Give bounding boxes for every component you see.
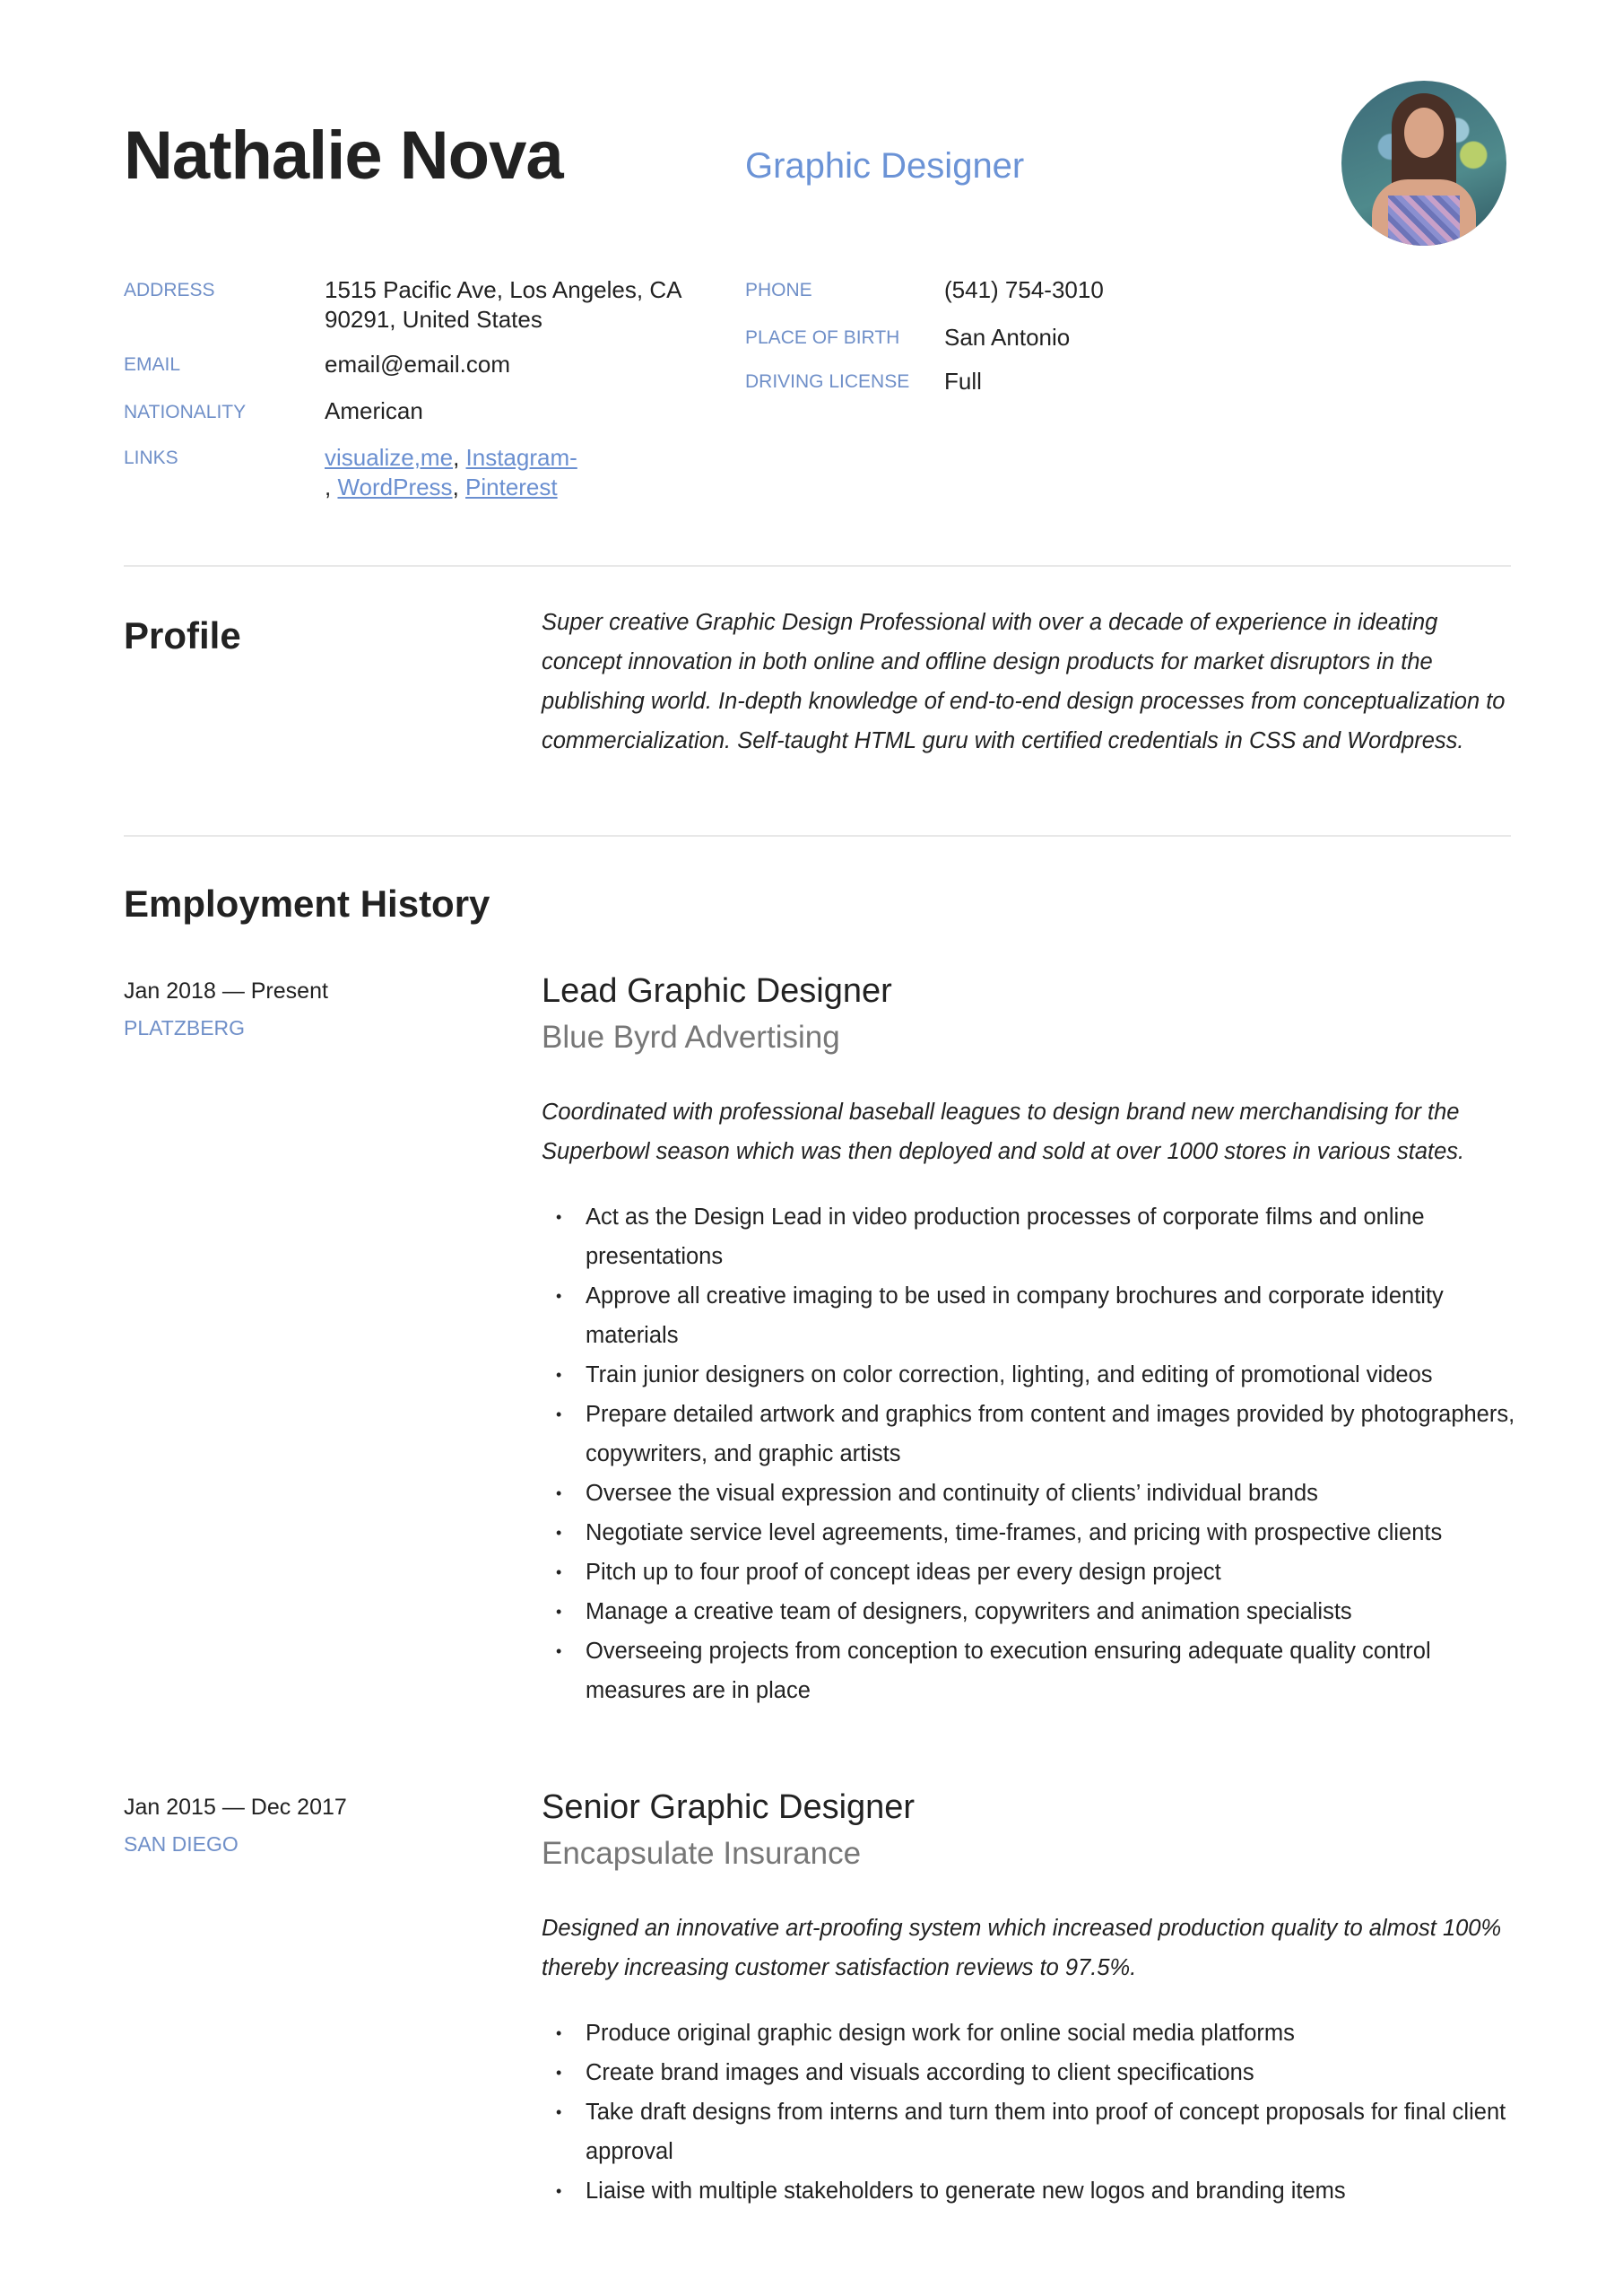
divider xyxy=(124,565,1511,567)
job-city: SAN DIEGO xyxy=(124,1832,239,1856)
list-item: • Approve all creative imaging to be used in company brochures and corporate identity materials xyxy=(542,1276,1519,1355)
phone-value: (541) 754-3010 xyxy=(944,276,1104,303)
list-item: • Train junior designers on color correction, lighting, and editing of promotional videos xyxy=(542,1355,1519,1395)
nationality-value: American xyxy=(325,397,423,424)
job-dates: Jan 2015 — Dec 2017 xyxy=(124,1795,347,1820)
link-pinterest[interactable]: Pinterest xyxy=(465,474,558,500)
list-item: • Take draft designs from interns and turn them into proof of concept proposals for final client approval xyxy=(542,2092,1519,2171)
job-role-title: Graphic Designer xyxy=(745,146,1025,186)
profile-photo xyxy=(1341,81,1506,246)
job-title: Senior Graphic Designer xyxy=(542,1788,916,1826)
links-value: visualize,me, Instagram- , WordPress, Pinterest xyxy=(325,444,577,500)
job-description: Coordinated with professional baseball leagues to design brand new merchandising for the Superbowl season which was then deployed and sold at over 1000 stores in various states. xyxy=(542,1100,1465,1164)
list-item: • Negotiate service level agreements, time-frames, and pricing with prospective clients xyxy=(542,1513,1519,1552)
list-item: • Act as the Design Lead in video production processes of corporate films and online presentations xyxy=(542,1197,1519,1276)
job-company: Blue Byrd Advertising xyxy=(542,1020,840,1055)
driving-license-value: Full xyxy=(944,368,982,395)
list-item: • Overseeing projects from conception to execution ensuring adequate quality control measures are in place xyxy=(542,1631,1519,1710)
list-item: • Liaise with multiple stakeholders to generate new logos and branding items xyxy=(542,2171,1519,2211)
phone-label: PHONE xyxy=(745,280,812,300)
employment-heading: Employment History xyxy=(124,883,490,925)
job-city: PLATZBERG xyxy=(124,1016,246,1039)
place-of-birth-label: PLACE OF BIRTH xyxy=(745,327,900,348)
profile-text: Super creative Graphic Design Professional with over a decade of experience in ideating concept innovation in both online and offline design products for market disruptors in the publishing world. In-depth knowledge of end-to-end design processes from conceptualization to commercialization. Self-taught HTML guru with certified credentials in CSS and Wordpress. xyxy=(542,610,1506,753)
divider xyxy=(124,835,1511,837)
email-label: EMAIL xyxy=(124,354,181,375)
link-instagram[interactable]: Instagram- xyxy=(465,444,577,471)
link-wordpress[interactable]: WordPress xyxy=(337,474,453,500)
address-value: 1515 Pacific Ave, Los Angeles, CA 90291, United States xyxy=(325,276,681,333)
list-item: • Manage a creative team of designers, copywriters and animation specialists xyxy=(542,1592,1519,1631)
job-company: Encapsulate Insurance xyxy=(542,1836,862,1871)
address-label: ADDRESS xyxy=(124,280,215,300)
nationality-label: NATIONALITY xyxy=(124,402,247,422)
job-title: Lead Graphic Designer xyxy=(542,972,892,1010)
job-2-meta xyxy=(124,1787,347,1857)
list-item: • Oversee the visual expression and continuity of clients’ individual brands xyxy=(542,1474,1519,1513)
job-1-meta xyxy=(124,971,328,1040)
profile-heading: Profile xyxy=(124,614,241,657)
email-value: email@email.com xyxy=(325,351,510,378)
list-item: • Produce original graphic design work for online social media platforms xyxy=(542,2013,1519,2053)
job-bullets xyxy=(542,1197,1519,1710)
list-item: • Create brand images and visuals according to client specifications xyxy=(542,2053,1519,2092)
job-1-details xyxy=(542,968,1519,1710)
candidate-name: Nathalie Nova xyxy=(124,117,563,194)
links-label: LINKS xyxy=(124,448,178,468)
place-of-birth-value: San Antonio xyxy=(944,324,1071,351)
list-item: • Pitch up to four proof of concept ideas per every design project xyxy=(542,1552,1519,1592)
list-item: • Prepare detailed artwork and graphics from content and images provided by photographers, copywriters, and graphic artists xyxy=(542,1395,1519,1474)
job-dates: Jan 2018 — Present xyxy=(124,978,328,1004)
link-visualize-me[interactable]: visualize,me xyxy=(325,444,454,471)
job-bullets xyxy=(542,2013,1519,2211)
job-2-details xyxy=(542,1784,1519,2211)
driving-license-label: DRIVING LICENSE xyxy=(745,371,910,392)
job-description: Designed an innovative art-proofing system which increased production quality to almost 100% thereby increasing customer satisfaction reviews to 97.5%. xyxy=(542,1916,1502,1980)
